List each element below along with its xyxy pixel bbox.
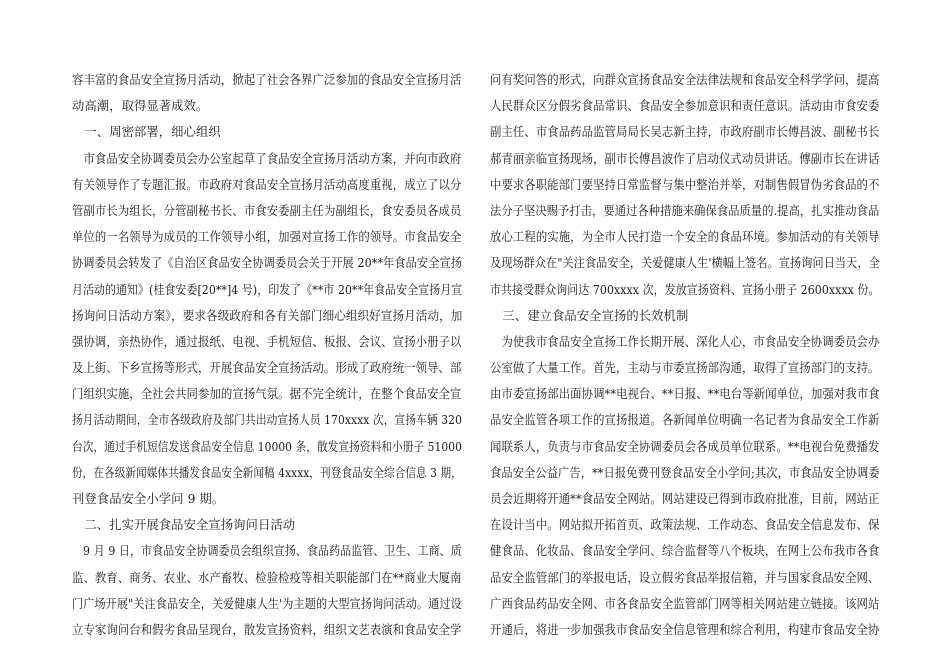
text-line: 容丰富的食品安全宣扬月活动，掀起了社会各界广泛参加的食品安全宣扬月活 (72, 73, 462, 87)
text-line: 三、建立食品安全宣扬的长效机制 (490, 308, 689, 323)
text-line: 台次，通过手机短信发送食品安全信息 10000 条，散发宣扬资料和小册子 51000 (72, 439, 462, 454)
text-line: 市食品安全协调委员会办公室起草了食品安全宣扬月活动方案，并向市政府 (72, 151, 462, 166)
text-line: 及现场群众在"关注食品安全，关爱健康人生'横幅上签名。宣扬询问日当天，全 (490, 256, 880, 271)
text-line: 在设计当中。网站拟开拓首页、政策法规、工作动态、食品安全信息发布、保 (490, 518, 880, 533)
text-line: 放心工程的实施，为全市人民打造一个安全的食品环境。参加活动的有关领导 (490, 230, 880, 245)
text-line: 动高潮，取得显著成效。 (72, 99, 209, 114)
text-line: 二、扎实开展食品安全宣扬询问日活动 (72, 518, 296, 533)
text-line: 协调委员会转发了《自治区食品安全协调委员会关于开展 20**年食品安全宣扬 (72, 256, 463, 271)
text-line: 品安全监管部门的举报电话，设立假劣食品举报信箱，并与国家食品安全网、 (490, 570, 880, 585)
text-line: 门广场开展"关注食品安全，关爱健康人生'为主题的大型宣扬询问活动。通过设 (72, 596, 462, 611)
text-line: 刊登食品安全小学问 9 期。 (72, 492, 225, 506)
text-line: 一、周密部署，细心组织 (72, 125, 221, 140)
text-line: 月活动的通知》(桂食安委[20**]4 号)，印发了《**市 20**年食品安全宣扬月宣 (72, 282, 463, 297)
text-line: 为使我市食品安全宣扬工作长期开展、深化人心，市食品安全协调委员会办 (490, 334, 880, 349)
text-line: 法分子坚决赐予打击，要通过各种措施来确保食品质量的.提高，扎实推动食品 (490, 203, 880, 218)
text-line: 管副市长为组长，分管副秘书长、市食安委副主任为副组长，食安委员各成员 (72, 203, 462, 218)
text-line: 开通后，将进一步加强我市食品安全信息管理和综合利用，构建市食品安全协 (490, 622, 880, 637)
text-line: 门组织实施，全社会共同参加的宣扬气氛。据不完全统计，在整个食品安全宣 (72, 387, 462, 402)
text-line: 由市委宣扬部出面协调**电视台、**日报、**电台等新闻单位，加强对我市食 (490, 387, 880, 402)
text-line: 公室做了大量工作。首先，主动与市委宣扬部沟通，取得了宣扬部门的支持。 (490, 361, 880, 376)
text-line: 市共接受群众询问达 700xxxx 次，发放宣扬资料、宣扬小册子 2600xxxx 份。 (490, 282, 880, 297)
text-line: 闻联系人，负责与市食品安全协调委员会各成员单位联系。**电视台免费播发 (490, 439, 880, 454)
text-line: 9 月 9 日，市食品安全协调委员会组织宣扬、食品药品监管、卫生、工商、质 (72, 544, 462, 559)
text-line: 食品安全公益广告，**日报免费刊登食品安全小学问;其次，市食品安全协调委 (490, 465, 880, 480)
text-line: 立专家询问台和假劣食品呈现台，散发宣扬资料，组织文艺表演和食品安全学 (72, 622, 462, 637)
text-line: 有关领导作了专题汇报。市政府对食品安全宣扬月活动高度重视，成立了以分 (72, 177, 462, 192)
text-line: 单位的一名领导为成员的工作领导小组，加强对宣扬工作的领导。市食品安全 (72, 230, 462, 245)
text-line: 中要求各职能部门要坚持日常监督与集中整治并举，对制售假冒伪劣食品的不 (490, 177, 880, 192)
text-line: 扬询问日活动方案》，要求各级政府和各有关部门细心组织好宣扬月活动，加 (72, 308, 463, 323)
text-line: 及上街、下乡宣扬等形式，开展食品安全宣扬活动。形成了政府统一领导、部 (72, 361, 462, 376)
text-line: 副主任、市食品药品监管局局长吴志新主持，市政府副市长傅昌波、副秘书长 (490, 125, 880, 140)
left-column (72, 67, 462, 643)
text-line: 健食品、化妆品、食品安全学问、综合监督等八个板块，在网上公布我市各食 (490, 544, 880, 559)
text-line: 监、教育、商务、农业、水产畜牧、检验检疫等相关职能部门在**商业大厦南 (72, 570, 462, 585)
text-line: 人民群众区分假劣食品常识、食品安全参加意识和责任意识。活动由市食安委 (490, 99, 880, 114)
text-line: 员会近期将开通**食品安全网站。网站建设已得到市政府批准，目前，网站正 (490, 492, 880, 506)
right-column (490, 67, 880, 643)
text-line: 郝青丽亲临宣扬现场，副市长傅昌波作了启动仪式动员讲话。傅副市长在讲话 (490, 151, 880, 166)
text-line: 广西食品药品安全网、市各食品安全监管部门网等相关网站建立链接。该网站 (490, 596, 880, 611)
text-line: 份，在各级新闻媒体共播发食品安全新闻稿 4xxxx，刊登食品安全综合信息 3 期， (72, 465, 462, 480)
text-line: 问有奖问答的形式，向群众宣扬食品安全法律法规和食品安全科学学问，提高 (490, 73, 880, 87)
text-line: 扬月活动期间，全市各级政府及部门共出动宣扬人员 170xxxx 次，宣扬车辆 320 (72, 413, 462, 428)
text-line: 品安全监管各项工作的宣扬报道。各新闻单位明确一名记者为食品安全工作新 (490, 413, 880, 428)
text-line: 强协调，亲热协作，通过报纸、电视、手机短信、板报、会议、宣扬小册子以 (72, 334, 462, 349)
